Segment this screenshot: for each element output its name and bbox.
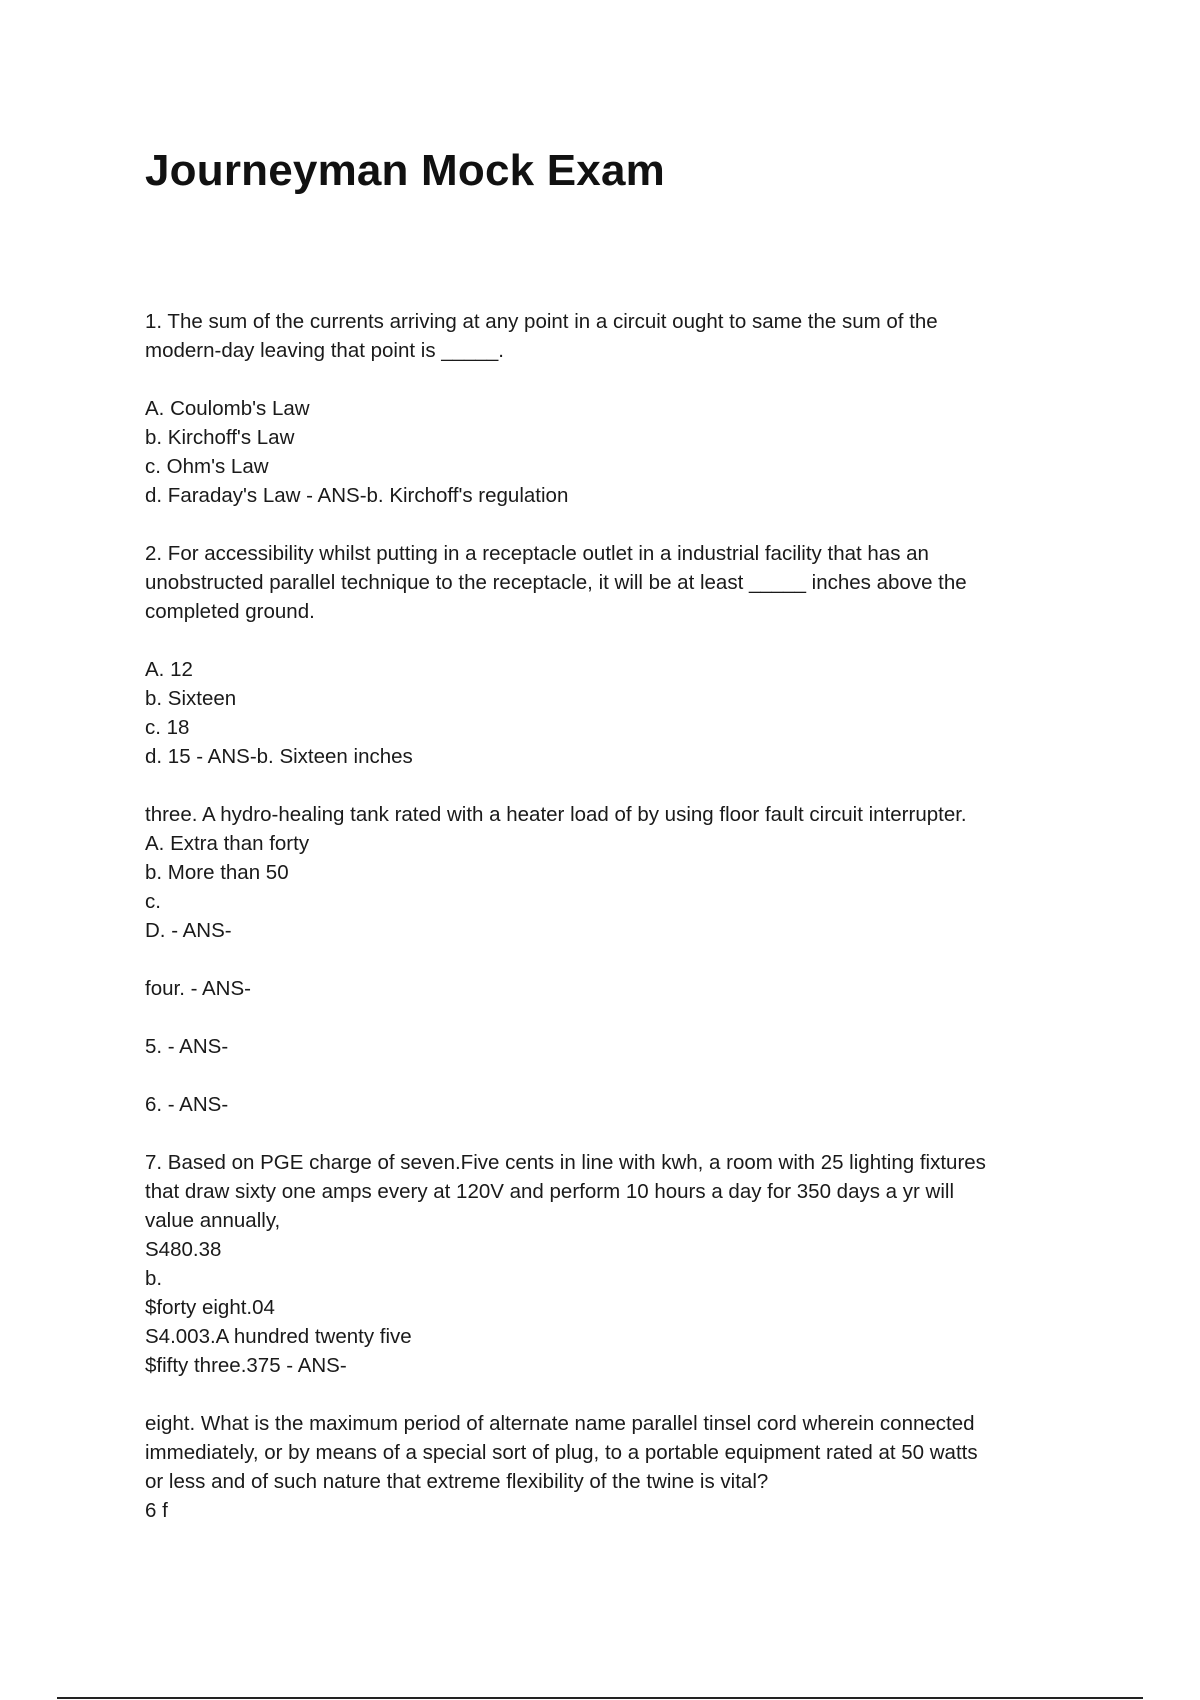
question-7-option-4: S4.003.A hundred twenty five [145,1325,412,1348]
question-2-option-c: c. 18 [145,716,190,739]
spacer [145,510,1065,539]
question-7-line-2: that draw sixty one amps every at 120V and perform 10 hours a day for 350 days a yr will [145,1180,955,1203]
question-8-line-1: eight. What is the maximum period of alternate name parallel tinsel cord wherein connected [145,1412,975,1435]
question-7-option-3: $forty eight.04 [145,1296,275,1319]
question-2-line-1: 2. For accessibility whilst putting in a receptacle outlet in a industrial facility that has an [145,542,929,565]
question-2-option-a: A. 12 [145,658,193,681]
question-8-line-4: 6 f [145,1499,168,1522]
question-1-option-d-answer: d. Faraday's Law - ANS-b. Kirchoff's regulation [145,484,569,507]
question-2-line-2: unobstructed parallel technique to the receptacle, it will be at least _____ inches above the [145,571,967,594]
question-3-line-1: three. A hydro-healing tank rated with a heater load of by using floor fault circuit interrupter. [145,803,967,826]
question-8-line-2: immediately, or by means of a special sort of plug, to a portable equipment rated at 50 watts [145,1441,978,1464]
spacer [145,626,1065,655]
question-2-option-d-answer: d. 15 - ANS-b. Sixteen inches [145,745,413,768]
question-1-option-b: b. Kirchoff's Law [145,426,295,449]
question-6-line: 6. - ANS- [145,1093,229,1116]
question-5-line: 5. - ANS- [145,1035,229,1058]
question-7-option-1: S480.38 [145,1238,222,1261]
spacer [145,945,1065,974]
question-1-option-c: c. Ohm's Law [145,455,269,478]
question-1-line-1: 1. The sum of the currents arriving at any point in a circuit ought to same the sum of the [145,310,938,333]
question-7-option-2: b. [145,1267,163,1290]
question-7-line-1: 7. Based on PGE charge of seven.Five cents in line with kwh, a room with 25 lighting fixtures [145,1151,986,1174]
question-7-option-5-answer: $fifty three.375 - ANS- [145,1354,347,1377]
question-3-option-d-answer: D. - ANS- [145,919,232,942]
question-3-option-c: c. [145,890,161,913]
question-4-line: four. - ANS- [145,977,251,1000]
spacer [145,1003,1065,1032]
spacer [145,1119,1065,1148]
page-bottom-rule [57,1697,1143,1699]
question-2-option-b: b. Sixteen [145,687,237,710]
question-1-option-a: A. Coulomb's Law [145,397,310,420]
question-7-line-3: value annually, [145,1209,281,1232]
question-3-option-a: A. Extra than forty [145,832,310,855]
document-body [145,307,1065,1525]
question-1-line-2: modern-day leaving that point is _____. [145,339,504,362]
spacer [145,1061,1065,1090]
question-3-option-b: b. More than 50 [145,861,289,884]
question-8-line-3: or less and of such nature that extreme flexibility of the twine is vital? [145,1470,769,1493]
spacer [145,365,1065,394]
spacer [145,771,1065,800]
spacer [145,1380,1065,1409]
question-2-line-3: completed ground. [145,600,315,623]
document-title: Journeyman Mock Exam [145,146,665,195]
